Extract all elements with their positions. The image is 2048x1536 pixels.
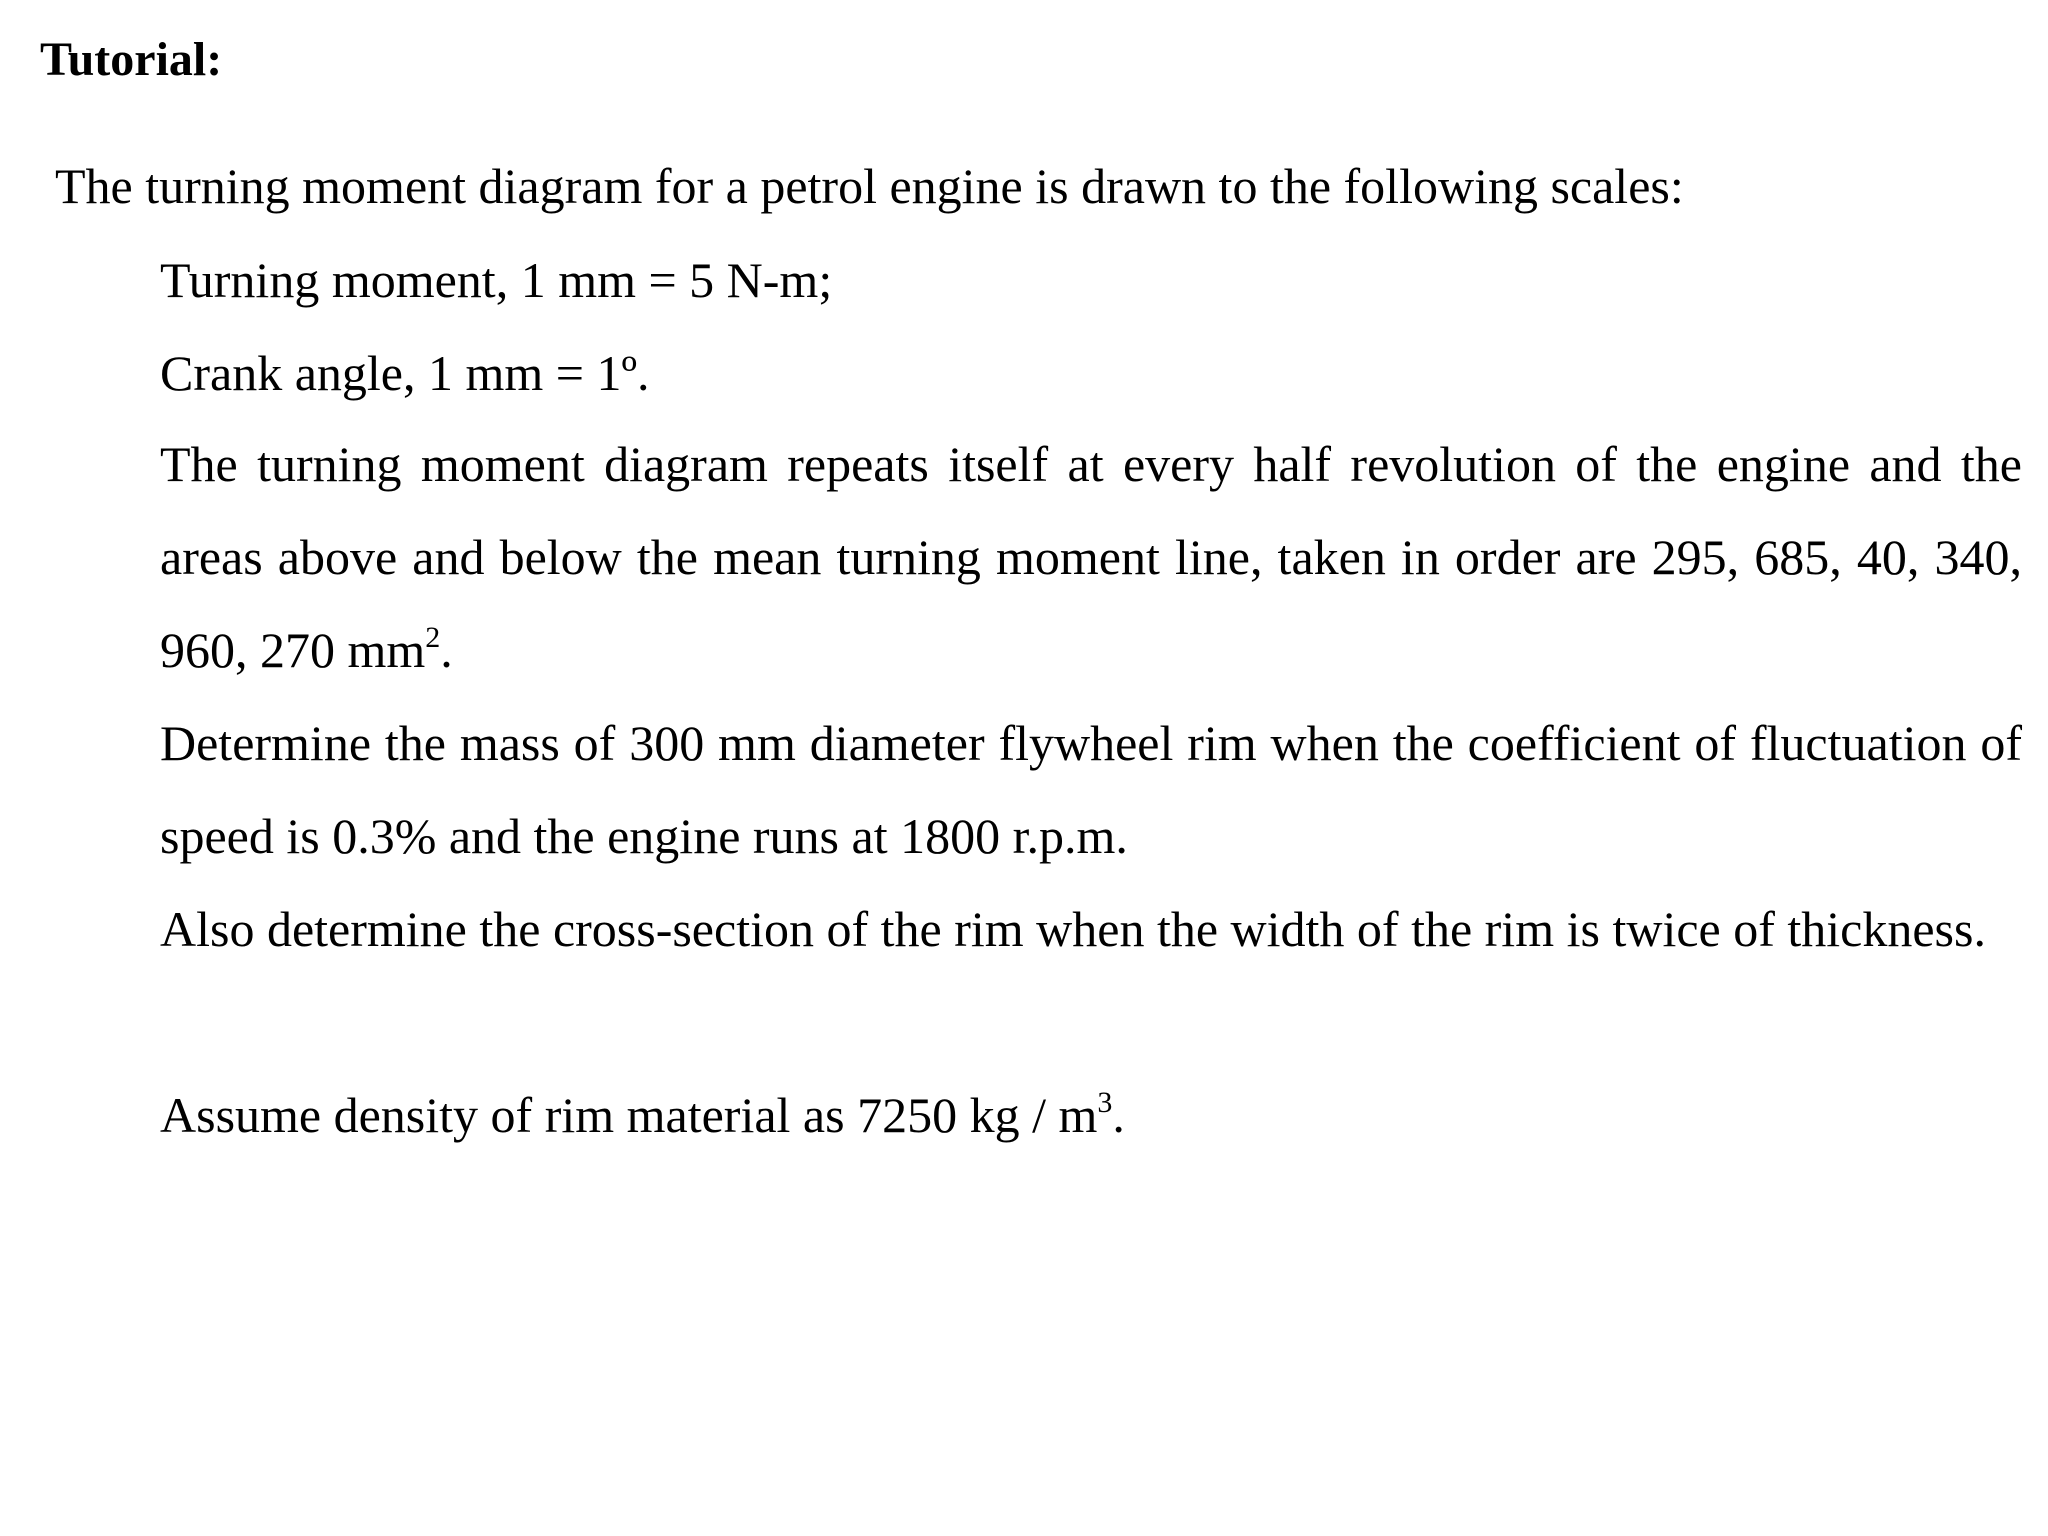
page-heading: Tutorial: — [40, 33, 223, 86]
density-line-end: . — [1112, 1087, 1125, 1143]
cross-section-paragraph: Also determine the cross-section of the rim when the width of the rim is twice of thickness. — [160, 901, 1986, 957]
density-line-text: Assume density of rim material as 7250 kg / m — [160, 1087, 1098, 1143]
areas-unit-superscript: 2 — [425, 621, 441, 654]
areas-paragraph — [160, 418, 2022, 697]
areas-paragraph-end: . — [440, 622, 453, 678]
density-line — [160, 1085, 1125, 1145]
mass-paragraph: Determine the mass of 300 mm diameter flywheel rim when the coefficient of fluctuation of speed is 0.3% and the engine runs at 1800 r.p.m. — [160, 715, 2022, 864]
areas-paragraph-text: The turning moment diagram repeats itself at every half revolution of the engine and the areas above and below the mean turning moment line, taken in order are 295, 685, 40, 340, 960, 270 mm — [160, 436, 2022, 678]
turning-moment-scale: Turning moment, 1 mm = 5 N-m; — [160, 252, 833, 308]
density-unit-superscript: 3 — [1097, 1086, 1113, 1119]
crank-angle-scale: Crank angle, 1 mm = 1º. — [160, 345, 650, 401]
intro-text: The turning moment diagram for a petrol engine is drawn to the following scales: — [55, 158, 1684, 214]
